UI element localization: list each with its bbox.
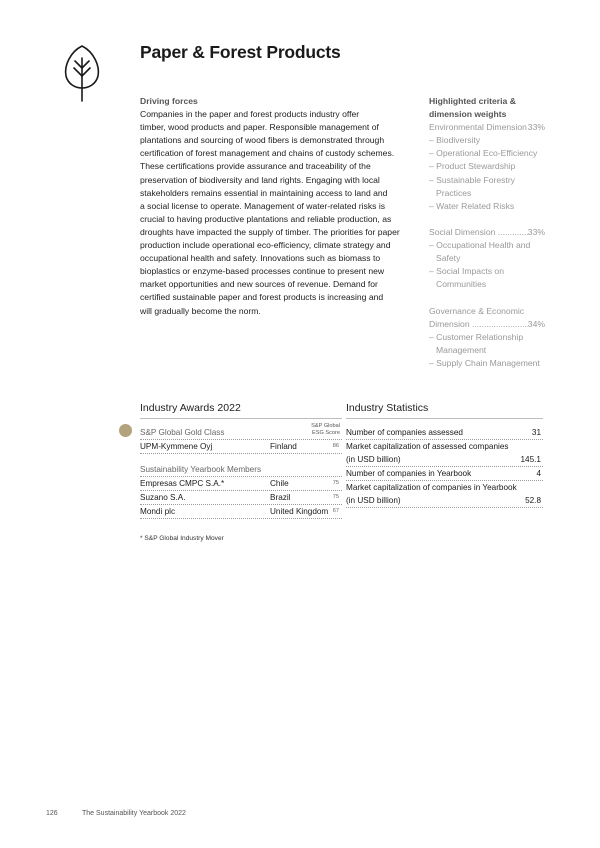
driving-forces-line: preservation of biodiversity and land rights. Engaging with local xyxy=(140,174,380,185)
company-country: Finland xyxy=(270,442,297,451)
awards-title: Industry Awards 2022 xyxy=(140,402,241,414)
company-name: UPM-Kymmene Oyj xyxy=(140,442,213,451)
table-row xyxy=(140,440,342,454)
criterion-item: – Biodiversity xyxy=(429,135,481,146)
stat-value: 145.1 xyxy=(520,455,541,464)
driving-forces-line: timber, wood products and paper. Responsible management of xyxy=(140,122,379,133)
stats-title: Industry Statistics xyxy=(346,402,429,414)
dimension-weight: 33% xyxy=(527,122,545,133)
criterion-item: – Product Stewardship xyxy=(429,161,516,172)
gold-class-label: S&P Global Gold Class xyxy=(140,428,225,437)
driving-forces-line: bioplastics or enzyme-based processes continue to present new xyxy=(140,266,385,277)
criterion-item: – Sustainable Forestry Practices xyxy=(429,174,515,198)
esg-score: 75 xyxy=(332,480,339,486)
company-country: Chile xyxy=(270,479,289,488)
dimension-name: Dimension ..... xyxy=(429,318,528,331)
stats-row xyxy=(346,440,543,453)
awards-table xyxy=(140,418,342,519)
governance-dimension xyxy=(429,305,545,370)
table-row xyxy=(140,477,342,491)
dimension-name: Social Dimension ..... xyxy=(429,226,528,239)
dimension-name: Governance & Economic xyxy=(429,305,525,316)
criterion-item: – Occupational Health and Safety xyxy=(429,240,531,264)
driving-forces-section xyxy=(140,95,422,318)
table-row xyxy=(140,491,342,505)
stats-row xyxy=(346,426,543,440)
stat-label: (in USD billion) xyxy=(346,496,401,505)
company-name: Suzano S.A. xyxy=(140,493,186,502)
driving-forces-line: Companies in the paper and forest products industry offer xyxy=(140,109,360,120)
driving-forces-heading: Driving forces xyxy=(140,96,198,106)
criteria-section xyxy=(429,95,545,383)
stat-label: (in USD billion) xyxy=(346,455,401,464)
stats-row xyxy=(346,494,543,508)
driving-forces-line: stakeholders remains essential in maintaining access to land and xyxy=(140,187,388,198)
driving-forces-line: a social license to operate. Management of water-related risks is xyxy=(140,200,386,211)
social-dimension xyxy=(429,226,545,291)
criterion-item: – Social Impacts on Communities xyxy=(429,266,504,290)
company-name: Mondi plc xyxy=(140,507,176,516)
driving-forces-line: These certifications provide assurance and traceability of the xyxy=(140,161,371,172)
esg-score: 75 xyxy=(332,494,339,500)
score-header-line: S&P Global xyxy=(311,423,340,429)
table-row xyxy=(140,505,342,519)
stat-label: Number of companies assessed xyxy=(346,428,463,437)
dimension-weight: 34% xyxy=(527,318,545,329)
environmental-dimension xyxy=(429,121,545,213)
stats-row xyxy=(346,453,543,467)
page-number: 126 xyxy=(46,810,58,817)
company-name: Empresas CMPC S.A.* xyxy=(140,479,225,488)
company-country: United Kingdom xyxy=(270,507,329,516)
stat-value: 4 xyxy=(536,469,541,478)
members-label: Sustainability Yearbook Members xyxy=(140,463,342,477)
stat-label: Number of companies in Yearbook xyxy=(346,469,472,478)
criterion-item: – Water Related Risks xyxy=(429,200,515,211)
dimension-name: Environmental Dimension ..... xyxy=(429,121,528,134)
driving-forces-line: certification of forest management and chains of custody schemes. xyxy=(140,148,395,159)
stat-label: Market capitalization of assessed companies xyxy=(346,442,509,451)
score-header xyxy=(311,423,340,437)
stats-row xyxy=(346,467,543,481)
esg-score: 67 xyxy=(332,508,339,514)
company-country: Brazil xyxy=(270,493,291,502)
criteria-heading: Highlighted criteria & xyxy=(429,96,516,106)
stats-row xyxy=(346,481,543,494)
footer-title: The Sustainability Yearbook 2022 xyxy=(82,810,186,817)
awards-header-row xyxy=(140,419,342,440)
driving-forces-line: certified sustainable paper and forest products is increasing and xyxy=(140,292,384,303)
stat-value: 52.8 xyxy=(525,496,541,505)
driving-forces-line: droughts have impacted the supply of timber. The priorities for paper xyxy=(140,226,400,237)
footnote: * S&P Global Industry Mover xyxy=(140,535,224,542)
criteria-heading: dimension weights xyxy=(429,109,507,120)
divider xyxy=(346,418,543,419)
driving-forces-line: occupational health and safety. Innovations such as biomass to xyxy=(140,253,381,264)
stat-value: 31 xyxy=(531,428,541,437)
driving-forces-line: production include operational eco-efficiency, climate strategy and xyxy=(140,240,391,251)
criterion-item: – Customer Relationship Management xyxy=(429,331,524,355)
dimension-weight: 33% xyxy=(527,226,545,237)
gold-class-dot-icon xyxy=(119,424,132,437)
driving-forces-line: will gradually become the norm. xyxy=(140,305,261,316)
driving-forces-line: crucial to having productive plantations and reliable production, as xyxy=(140,213,392,224)
criterion-item: – Operational Eco-Efficiency xyxy=(429,148,538,159)
criterion-item: – Supply Chain Management xyxy=(429,357,540,368)
tree-icon xyxy=(62,44,102,102)
stats-table xyxy=(346,418,543,508)
driving-forces-line: market opportunities and new sources of revenue. Demand for xyxy=(140,279,378,290)
esg-score: 86 xyxy=(332,443,339,449)
driving-forces-line: plantations and sourcing of wood fibers is demonstrated through xyxy=(140,135,385,146)
page-title: Paper & Forest Products xyxy=(140,42,341,62)
stat-label: Market capitalization of companies in Yearbook xyxy=(346,483,517,492)
score-header-line: ESG Score xyxy=(312,430,340,436)
